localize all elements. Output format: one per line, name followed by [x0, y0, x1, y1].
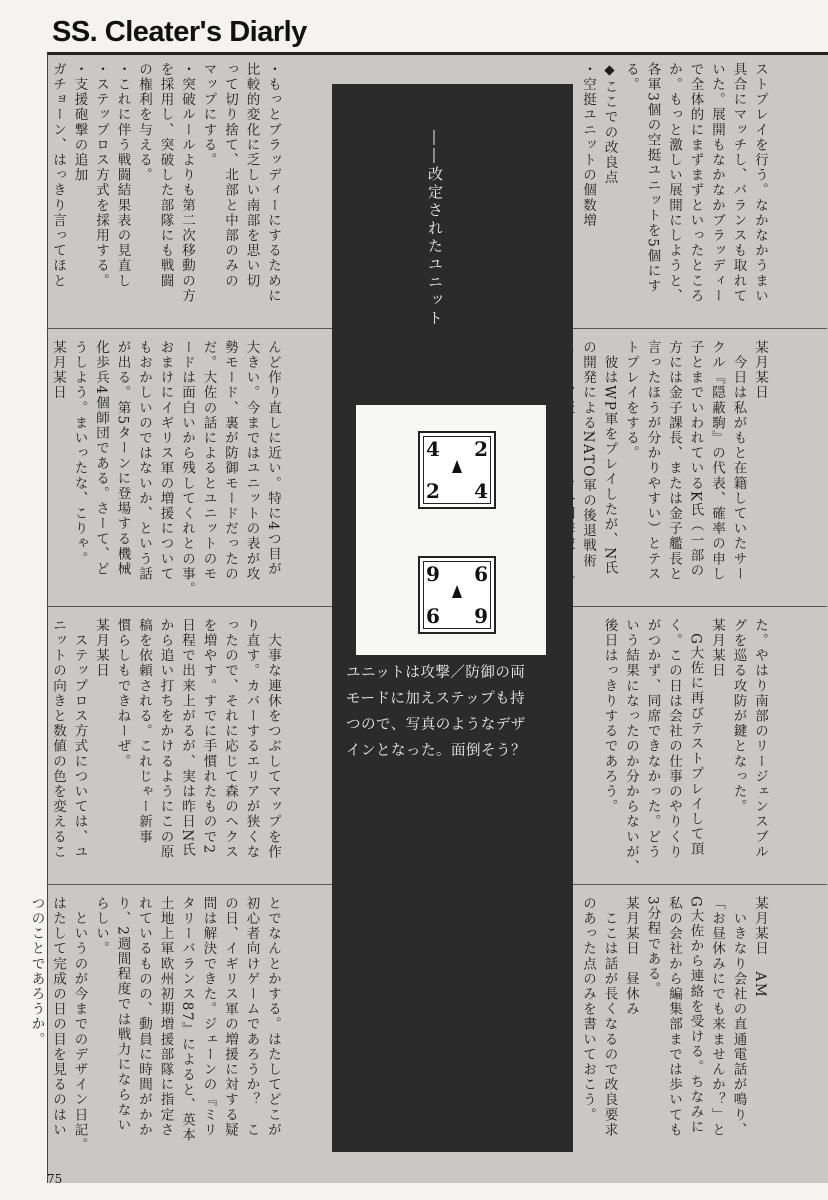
column-row4-right: 某月某日 AM いきなり会社の直通電話が鳴り、 「お昼休みにでも来ませんか？」と G大佐から連絡を受ける。ちなみに 私の会社から編集部までは歩いても 3分程である。 某月某日 昼休み ここは話が長くなるので改良要求 のあった点のみを書いておこう。: [580, 896, 768, 1138]
column-row3-right: た。やはり南部のリージェンスブル グを巡る攻防が鍵となった。 某月某日 G大佐に再びテストプレイして頂 く。この日は会社の仕事のやりくり がつかず、同席できなかった。どう いう結果になったのか分からないが、 後日はっきりするであろう。: [601, 618, 768, 875]
arrow-up-icon: [452, 460, 462, 473]
page-title: SS. Cleater's Diarly: [52, 16, 307, 48]
column-row2-left: んど作り直しに近い。特に4つ目が 大きい。今まではユニットの表が攻 勢モード、裏が防御モードだったの だ。大佐の話によるとユニットのモ ードは面白いから残してくれとの事。 おまけにイギリス軍の増援について もおかしいのではないか、という話 が出る。第5ターンに登場する機械 化歩兵4個師団である。さーて、ど うしよう。まいったな、こりゃ。 某月某日: [50, 340, 281, 597]
column-row3-left: 大事な連休をつぶしてマップを作 り直す。カバーするエリアが狭くな ったので、それに応じて森のヘクス を増やす。すでに手慣れたもので2 日程で出来上がるが、実は昨日N氏 から追い打ちをかけるようにこの原 稿を依頼される。これじゃー新事 慣らしもできねーぜ。 某月某日 ステップロス方式については、ユ ニットの向きと数値の色を変えるこ: [50, 618, 281, 860]
page-number: 75: [47, 1172, 63, 1186]
column-row4-left: とでなんとかする。はたしてどこが 初心者向けゲームであろうか？ こ の日、イギリス軍の増援に対する疑 問は解決できた。ジェーンの『ミリ タリーバランス87』によると、英本 土地上軍欧州初期増援部隊に指定さ れているものの、動員に時間がかか り、2週間程度では戦力にならない らしい。 というのが今までのデザイン日記。 はたして完成の日の目を見るのはい つのことであろうか。: [28, 896, 281, 1153]
unit-value: 9: [426, 562, 440, 586]
unit-value: 4: [426, 437, 440, 461]
photo-caption: ユニットは攻撃／防御の両 モードに加えステップも持 つので、写真のようなデザ インとなった。面倒そう？: [346, 665, 526, 759]
unit-counter: [418, 556, 496, 634]
column-row1-right: ストプレイを行う。なかなかうまい 具合にマッチし、バランスも取れて いた。展開もなかなかブラッディー で全体的にまずまずといったところ か。もっと激しい展開にしようと、 各軍3個の空挺ユニットを5個にす る。 ◆ここでの改良点 ・空挺ユニットの個数増: [580, 62, 768, 304]
unit-value: 2: [474, 437, 488, 461]
unit-value: 9: [474, 604, 488, 628]
unit-value: 6: [426, 604, 440, 628]
arrow-up-icon: [452, 585, 462, 598]
unit-counter: [418, 431, 496, 509]
unit-value: 4: [474, 479, 488, 503]
sidebar-caption: ――改定されたユニット: [426, 130, 444, 328]
column-row1-left: ・もっとブラッディーにするために 比較的変化に乏しい南部を思い切 って切り捨て、北部と中部のみの マップにする。 ・突破ルールよりも第二次移動の方 を採用し、突破した部隊にも戦闘 の権利を与える。 ・これに伴う戦闘結果表の見直し ・ステップロス方式を採用する。 ・支援砲撃の追加 ガチョーン、はっきり言ってほと: [50, 62, 281, 304]
column-row2-right: 某月某日 今日は私がもと在籍していたサー クル『隠蔽駒』の代表、確率の申し 子とまでいわれているK氏（一部の 方には金子課長、または金子艦長と 言ったほうが分かりやすい）とテス トプレイをする。 彼はWP軍をプレイしたが、N氏 の開発によるNATO軍の後退戦術: [580, 340, 768, 582]
unit-value: 2: [426, 479, 440, 503]
unit-value: 6: [474, 562, 488, 586]
